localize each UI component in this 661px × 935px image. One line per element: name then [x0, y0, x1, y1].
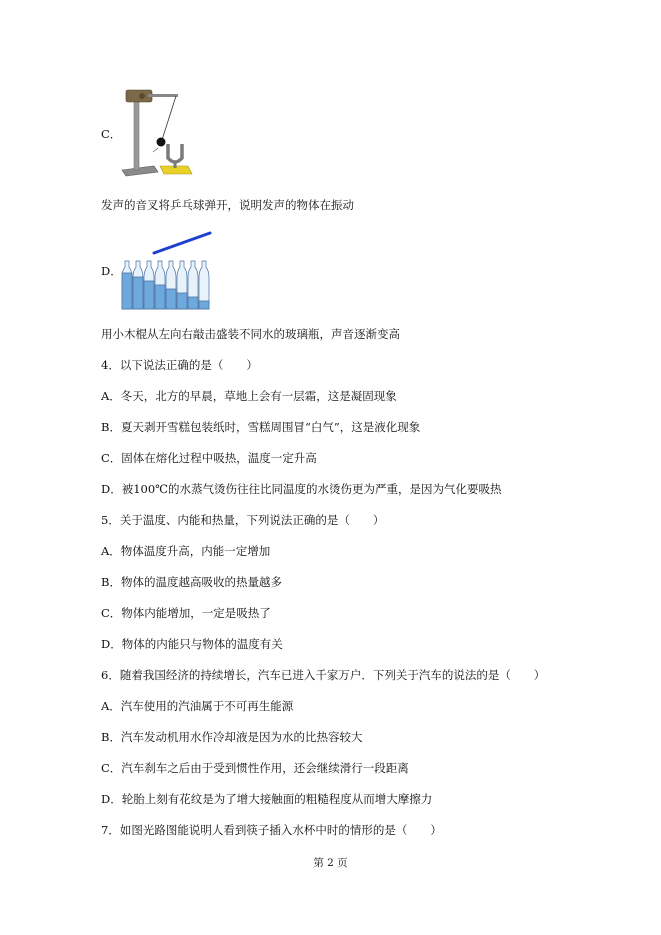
- option-c-label: C．: [101, 127, 122, 141]
- question-5-option-c: C．物体内能增加，一定是吸热了: [101, 606, 271, 620]
- question-6-option-d: D．轮胎上刻有花纹是为了增大接触面的粗糙程度从而增大摩擦力: [101, 792, 433, 806]
- tuning-fork-ball-figure: [118, 86, 194, 178]
- option-d-label: D．: [101, 264, 122, 278]
- question-5-stem: 5．关于温度、内能和热量，下列说法正确的是（ ）: [101, 513, 385, 527]
- question-5-option-b: B．物体的温度越高吸收的热量越多: [101, 575, 282, 589]
- question-6-option-a: A．汽车使用的汽油属于不可再生能源: [101, 699, 294, 713]
- page-number: 第 2 页: [313, 857, 348, 869]
- question-4-option-c: C．固体在熔化过程中吸热，温度一定升高: [101, 451, 317, 465]
- question-6-stem: 6．随着我国经济的持续增长，汽车已进入千家万户．下列关于汽车的说法的是（ ）: [101, 668, 546, 682]
- question-4-option-a: A．冬天，北方的早晨，草地上会有一层霜，这是凝固现象: [101, 389, 397, 403]
- question-4-option-b: B．夏天剥开雪糕包装纸时，雪糕周围冒“白气”，这是液化现象: [101, 420, 421, 434]
- glass-bottles-figure: [118, 229, 218, 313]
- question-6-option-c: C．汽车刹车之后由于受到惯性作用，还会继续滑行一段距离: [101, 761, 409, 775]
- option-d-caption: 用小木棍从左向右敲击盛装不同水的玻璃瓶，声音逐渐变高: [101, 327, 400, 341]
- question-4-stem: 4．以下说法正确的是（ ）: [101, 358, 258, 372]
- option-c-caption: 发声的音叉将乒乓球弹开，说明发声的物体在振动: [101, 198, 354, 212]
- question-5-option-a: A．物体温度升高，内能一定增加: [101, 544, 271, 558]
- question-4-option-d: D．被100℃的水蒸气烫伤往往比同温度的水烫伤更为严重，是因为气化要吸热: [101, 482, 502, 496]
- question-7-stem: 7．如图光路图能说明人看到筷子插入水杯中时的情形的是（ ）: [101, 823, 442, 837]
- question-5-option-d: D．物体的内能只与物体的温度有关: [101, 637, 283, 651]
- question-6-option-b: B．汽车发动机用水作冷却液是因为水的比热容较大: [101, 730, 363, 744]
